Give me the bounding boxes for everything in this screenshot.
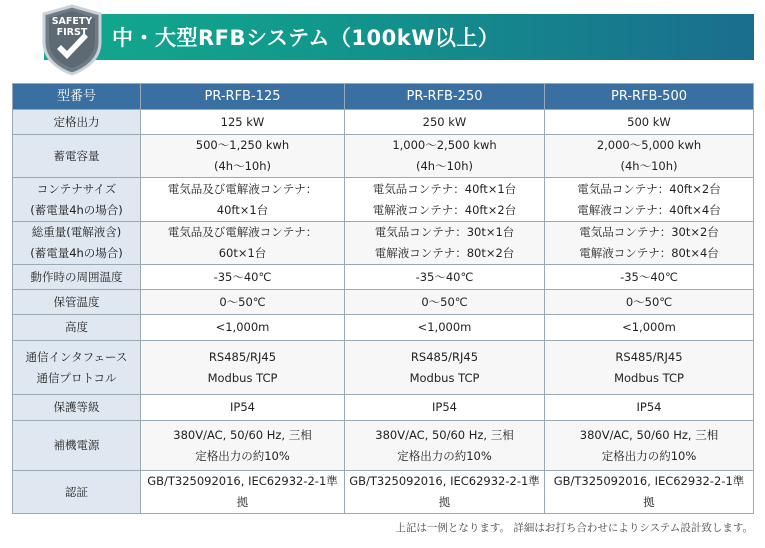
table-cell [545, 471, 754, 514]
table-cell-line: 380V/AC, 50/60 Hz, 三相 [579, 427, 719, 442]
table-cell-line: 電気品コンテナ：30t×2台 [579, 225, 719, 239]
table-row [13, 471, 754, 514]
table-cell-line: GB/T325092016, IEC62932-2-1準拠 [553, 474, 745, 509]
table-cell [345, 395, 545, 421]
row-label [13, 341, 141, 395]
table-cell-line: 定格出力の約10% [397, 448, 492, 463]
row-label-line: 総重量(電解液含) [31, 225, 122, 239]
table-cell-line: 0～50℃ [219, 294, 266, 309]
table-cell-line: 380V/AC, 50/60 Hz, 三相 [375, 427, 514, 442]
row-label [13, 178, 141, 222]
row-label-line: (蓄電量4hの場合) [30, 246, 123, 260]
row-label [13, 290, 141, 315]
table-cell-line: 2,000～5,000 kwh [596, 138, 702, 152]
row-label-line: 保管温度 [53, 294, 100, 309]
table-cell-line: 電気品コンテナ：40ft×1台 [372, 181, 517, 196]
table-cell [345, 222, 545, 265]
table-cell [141, 421, 345, 471]
table-row [13, 341, 754, 395]
table-cell [345, 421, 545, 471]
row-label-line: 認証 [65, 484, 88, 499]
badge-line-1: SAFETY [51, 16, 93, 27]
row-label-line: 通信インタフェース [25, 349, 128, 364]
table-cell-line: 250 kW [422, 114, 467, 129]
table-cell-line: 60t×1台 [218, 246, 267, 260]
table-cell [545, 341, 754, 395]
table-cell-line: 0～50℃ [625, 294, 673, 309]
table-cell-line: 電気品コンテナ：40ft×2台 [577, 181, 721, 196]
table-cell [345, 110, 545, 135]
table-cell-line: 0～50℃ [421, 294, 468, 309]
table-cell [345, 178, 545, 222]
spec-table-header [13, 84, 754, 110]
table-cell-line: Modbus TCP [614, 370, 684, 385]
table-cell [545, 395, 754, 421]
table-cell [545, 421, 754, 471]
row-label [13, 471, 141, 514]
table-cell [141, 315, 345, 341]
row-label [13, 265, 141, 290]
table-cell-line: 125 kW [220, 114, 265, 129]
table-cell-line: 電解液コンテナ：40ft×4台 [577, 202, 721, 217]
row-label-line: 定格出力 [53, 114, 100, 129]
table-cell-line: 電解液コンテナ：80t×4台 [579, 246, 719, 260]
table-cell-line: IP54 [636, 400, 662, 414]
table-cell [141, 341, 345, 395]
table-cell [141, 290, 345, 315]
table-cell-line: 500 kW [627, 114, 671, 129]
table-cell [345, 341, 545, 395]
spec-table-body [13, 110, 754, 514]
table-cell-line: 定格出力の約10% [195, 448, 290, 463]
table-cell-line: IP54 [432, 400, 457, 414]
table-row [13, 135, 754, 178]
page-title: 中・大型RFBシステム（100kW以上） [112, 26, 500, 50]
row-label-line: コンテナサイズ [36, 181, 117, 196]
table-cell [141, 265, 345, 290]
table-cell [545, 178, 754, 222]
table-cell-line: Modbus TCP [409, 370, 480, 385]
footer-note: 上記は一例となります。 詳細はお打ち合わせによりシステム設計致します。 [395, 522, 753, 534]
table-cell [345, 315, 545, 341]
row-label-line: 動作時の周囲温度 [30, 269, 123, 284]
table-cell-line: 1,000～2,500 kwh [392, 138, 497, 152]
table-cell-line: (4h～10h) [213, 159, 271, 173]
table-cell-line: -35～40℃ [415, 269, 474, 284]
table-row [13, 395, 754, 421]
table-cell-line: RS485/RJ45 [615, 349, 683, 364]
table-cell-line: (4h～10h) [415, 159, 473, 173]
table-cell [345, 265, 545, 290]
table-cell-line: 40ft×1台 [216, 202, 269, 217]
table-row [13, 421, 754, 471]
table-cell-line: GB/T325092016, IEC62932-2-1準拠 [349, 474, 540, 509]
row-label-line: 通信プロトコル [36, 370, 117, 385]
header-pr-rfb-500: PR-RFB-500 [545, 84, 754, 110]
table-cell-line: RS485/RJ45 [208, 349, 277, 364]
table-cell [545, 265, 754, 290]
header-model-number: 型番号 [13, 84, 141, 110]
table-cell-line: 電気品及び電解液コンテナ： [167, 181, 318, 196]
table-cell [345, 471, 545, 514]
table-row [13, 290, 754, 315]
table-cell [545, 315, 754, 341]
table-cell-line: 電気品及び電解液コンテナ： [167, 225, 318, 239]
table-cell-line: 500～1,250 kwh [195, 138, 290, 152]
table-cell [545, 222, 754, 265]
table-row [13, 178, 754, 222]
row-label [13, 421, 141, 471]
table-cell-line: <1,000m [622, 320, 676, 334]
row-label-line: 蓄電容量 [53, 148, 100, 163]
table-row [13, 315, 754, 341]
header-pr-rfb-125: PR-RFB-125 [141, 84, 345, 110]
table-cell-line: 380V/AC, 50/60 Hz, 三相 [173, 427, 312, 442]
row-label-line: (蓄電量4hの場合) [30, 202, 123, 217]
row-label [13, 110, 141, 135]
table-cell-line: -35～40℃ [213, 269, 272, 284]
table-row [13, 222, 754, 265]
table-cell-line: Modbus TCP [207, 370, 278, 385]
table-cell-line: (4h～10h) [620, 159, 678, 173]
table-cell-line: 電解液コンテナ：80t×2台 [374, 246, 515, 260]
row-label [13, 222, 141, 265]
table-cell-line: GB/T325092016, IEC62932-2-1準拠 [147, 474, 338, 509]
table-cell-line: 定格出力の約10% [601, 448, 697, 463]
spec-table [12, 83, 754, 514]
table-cell [545, 135, 754, 178]
row-label-line: 補機電源 [53, 438, 100, 452]
table-cell [545, 290, 754, 315]
table-cell [141, 395, 345, 421]
table-cell [345, 290, 545, 315]
header-pr-rfb-250: PR-RFB-250 [345, 84, 545, 110]
table-cell-line: <1,000m [417, 320, 472, 334]
table-cell [141, 135, 345, 178]
table-row [13, 110, 754, 135]
table-row [13, 265, 754, 290]
table-cell-line: <1,000m [215, 320, 270, 334]
table-cell [141, 178, 345, 222]
safety-first-shield-icon [40, 4, 104, 76]
table-cell [141, 471, 345, 514]
table-cell-line: IP54 [230, 400, 255, 414]
table-cell-line: 電気品コンテナ：30t×1台 [374, 225, 515, 239]
table-cell [345, 135, 545, 178]
table-cell-line: 電解液コンテナ：40ft×2台 [372, 202, 517, 217]
row-label-line: 高度 [65, 320, 88, 334]
table-cell-line: -35～40℃ [620, 269, 678, 284]
table-cell-line: RS485/RJ45 [410, 349, 479, 364]
row-label [13, 395, 141, 421]
table-cell [141, 110, 345, 135]
row-label-line: 保護等級 [53, 400, 100, 414]
row-label [13, 315, 141, 341]
row-label [13, 135, 141, 178]
badge-line-2: FIRST [56, 27, 88, 38]
table-cell [545, 110, 754, 135]
table-cell [141, 222, 345, 265]
